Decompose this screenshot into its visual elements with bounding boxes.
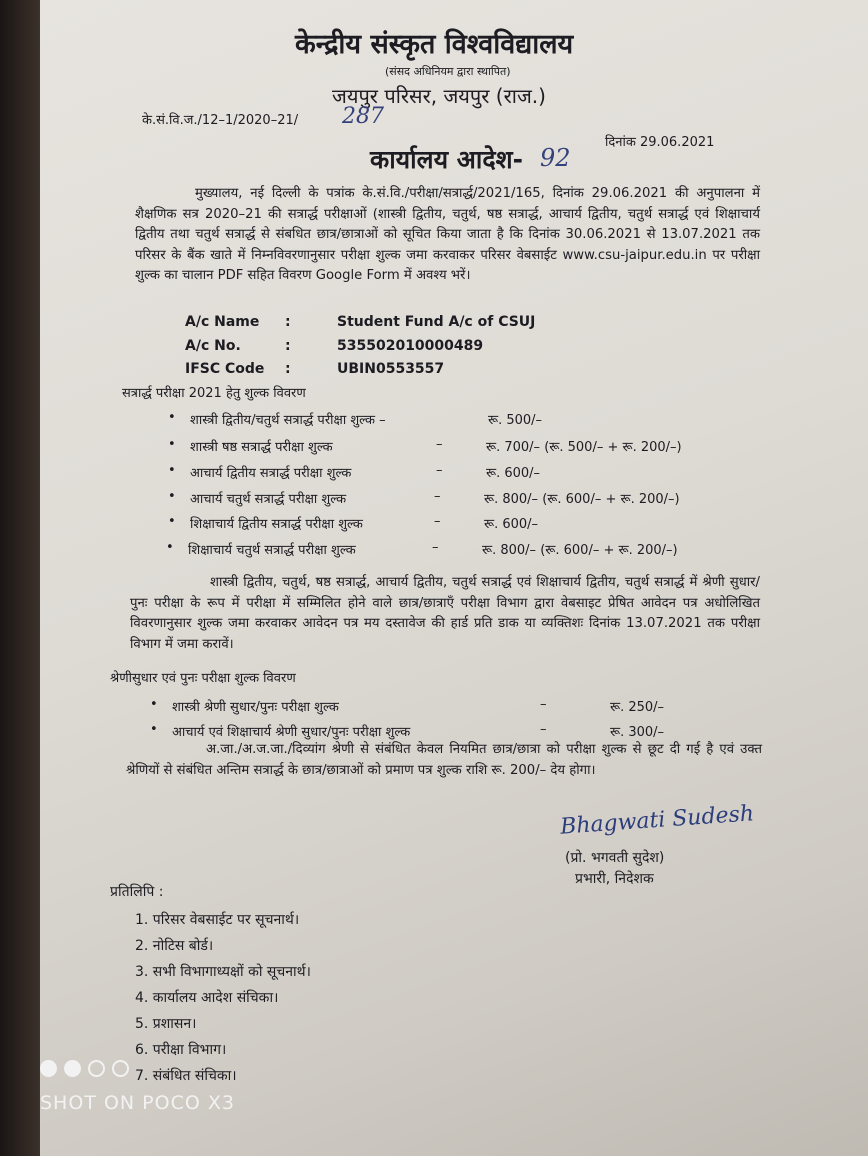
university-name: केन्द्रीय संस्कृत विश्वविद्यालय	[295, 29, 574, 60]
account-value: 535502010000489	[337, 338, 484, 354]
fee-amount: रू. 250/–	[610, 700, 665, 715]
account-key: A/c No.	[185, 338, 241, 354]
fee-dash: –	[436, 437, 443, 452]
signatory-designation: प्रभारी, निदेशक	[575, 871, 654, 887]
watermark-dot-icon	[40, 1060, 57, 1077]
order-date: दिनांक 29.06.2021	[605, 135, 715, 150]
account-key: A/c Name	[185, 314, 260, 330]
fee-amount: रू. 600/–	[486, 466, 541, 481]
bullet: •	[168, 463, 176, 478]
fee-row	[168, 463, 768, 487]
fee-dash: –	[434, 514, 441, 529]
order-title: कार्यालय आदेश-	[370, 145, 524, 174]
bullet: •	[168, 437, 176, 452]
copy-to-item: 3. सभी विभागाध्यक्षों को सूचनार्थ।	[135, 964, 311, 980]
paragraph-improvement: शास्त्री द्वितीय, चतुर्थ, षष्ठ सत्रार्द्ध, आचार्य द्वितीय, चतुर्थ सत्रार्द्ध एवं शिक्षाचार्य द्वितीय, चतुर्थ सत्रार्द्ध में श्रेणी सुधार/पुनः परीक्षा के रूप में परीक्षा में सम्मिलित होने वाले छात्र/छात्राएँ परीक्षा विभाग द्वारा वेबसाइट प्रेषित आवेदन पत्र अधोलिखित विवरणानुसार शुल्क जमा करवाकर आवेदन पत्र मय दस्तावेज की हार्ड प्रति डाक या व्यक्तिशः दिनांक 13.07.2021 तक परीक्षा विभाग में जमा करावें।	[130, 575, 760, 652]
copy-to-item: 4. कार्यालय आदेश संचिका।	[135, 990, 279, 1006]
fee-amount: रू. 600/–	[484, 517, 539, 532]
account-sep: :	[285, 361, 291, 377]
fee-amount: रू. 500/–	[488, 413, 543, 428]
signatory-name: (प्रो. भगवती सुदेश)	[565, 850, 665, 866]
fee-label: शास्त्री द्वितीय/चतुर्थ सत्रार्द्ध परीक्षा शुल्क –	[190, 413, 386, 428]
handwritten-reference-number: 287	[342, 104, 384, 129]
account-value: UBIN0553557	[337, 361, 445, 377]
fee-heading: सत्रार्द्ध परीक्षा 2021 हेतु शुल्क विवरण	[122, 386, 306, 401]
fee-dash: –	[540, 697, 547, 712]
fee-label: शिक्षाचार्य चतुर्थ सत्रार्द्ध परीक्षा शुल्क	[188, 543, 356, 558]
fee-label: आचार्य एवं शिक्षाचार्य श्रेणी सुधार/पुनः परीक्षा शुल्क	[172, 725, 411, 740]
fee-dash: –	[432, 540, 439, 555]
fee-row	[166, 540, 766, 564]
fee-row	[168, 489, 768, 513]
fee-row	[168, 514, 768, 538]
camera-watermark-text: SHOT ON POCO X3	[40, 1092, 235, 1114]
fee-amount: रू. 800/– (रू. 600/– + रू. 200/–)	[484, 492, 680, 507]
watermark-ring-icon	[112, 1060, 129, 1077]
handwritten-order-number: 92	[540, 144, 571, 172]
fee-amount: रू. 800/– (रू. 600/– + रू. 200/–)	[482, 543, 678, 558]
fee-row	[150, 697, 770, 721]
watermark-ring-icon	[88, 1060, 105, 1077]
fee-dash: –	[436, 463, 443, 478]
document-page	[40, 0, 868, 1156]
handwritten-signature: Bhagwati Sudesh	[559, 801, 755, 840]
fee-row	[168, 437, 768, 461]
copy-to-item: 6. परीक्षा विभाग।	[135, 1042, 227, 1058]
copy-to-heading: प्रतिलिपि :	[110, 884, 164, 900]
bullet: •	[168, 410, 176, 425]
bullet: •	[166, 540, 174, 555]
fee-amount: रू. 700/– (रू. 500/– + रू. 200/–)	[486, 440, 682, 455]
fee-amount: रू. 300/–	[610, 725, 665, 740]
fee-label: शिक्षाचार्य द्वितीय सत्रार्द्ध परीक्षा शुल्क	[190, 517, 363, 532]
fee-row	[168, 410, 768, 434]
watermark-dot-icon	[64, 1060, 81, 1077]
account-sep: :	[285, 338, 291, 354]
paragraph-exemption: अ.जा./अ.ज.जा./दिव्यांग श्रेणी से संबंधित केवल नियमित छात्र/छात्रा को परीक्षा शुल्क से छूट दी गई है एवं उक्त श्रेणियों से संबंधित अन्तिम सत्रार्द्ध के छात्र/छात्राओं को प्रमाण पत्र शुल्क राशि रू. 200/– देय होगा।	[126, 742, 762, 778]
campus-name: जयपुर परिसर, जयपुर (राज.)	[332, 84, 546, 108]
copy-to-item: 1. परिसर वेबसाईट पर सूचनार्थ।	[135, 912, 300, 928]
bullet: •	[150, 697, 158, 712]
fee-dash: –	[434, 489, 441, 504]
bullet: •	[150, 722, 158, 737]
copy-to-item: 5. प्रशासन।	[135, 1016, 197, 1032]
fee-label: शास्त्री श्रेणी सुधार/पुनः परीक्षा शुल्क	[172, 700, 339, 715]
bullet: •	[168, 514, 176, 529]
copy-to-item: 7. संबंधित संचिका।	[135, 1068, 237, 1084]
reference-number: के.सं.वि.ज./12–1/2020–21/	[142, 113, 299, 128]
improvement-heading: श्रेणीसुधार एवं पुनः परीक्षा शुल्क विवरण	[110, 671, 296, 686]
copy-to-item: 2. नोटिस बोर्ड।	[135, 938, 214, 954]
bullet: •	[168, 489, 176, 504]
paragraph-notice: मुख्यालय, नई दिल्ली के पत्रांक के.सं.वि./परीक्षा/सत्रार्द्ध/2021/165, दिनांक 29.06.2021 की अनुपालना में शैक्षणिक सत्र 2020–21 की सत्रार्द्ध परीक्षाओं (शास्त्री द्वितीय, चतुर्थ, षष्ठ सत्रार्द्ध, आचार्य द्वितीय, चतुर्थ सत्रार्द्ध एवं शिक्षाचार्य द्वितीय तथा चतुर्थ सत्रार्द्ध से संबधित छात्र/छात्राओं को सूचित किया जाता है कि दिनांक 30.06.2021 से 13.07.2021 तक परिसर के बैंक खाते में निम्नविवरणानुसार परीक्षा शुल्क जमा करवाकर परिसर वेबसाईट www.csu-jaipur.edu.in पर परीक्षा शुल्क का चालान PDF सहित विवरण Google Form में अवश्य भरें।	[135, 186, 760, 283]
account-sep: :	[285, 314, 291, 330]
account-key: IFSC Code	[185, 361, 265, 377]
fee-dash: –	[540, 722, 547, 737]
university-subtitle: (संसद अधिनियम द्वारा स्थापित)	[385, 65, 511, 78]
fee-label: शास्त्री षष्ठ सत्रार्द्ध परीक्षा शुल्क	[190, 440, 333, 455]
camera-watermark-logo	[40, 1060, 136, 1081]
fee-label: आचार्य चतुर्थ सत्रार्द्ध परीक्षा शुल्क	[190, 492, 347, 507]
fee-label: आचार्य द्वितीय सत्रार्द्ध परीक्षा शुल्क	[190, 466, 352, 481]
account-value: Student Fund A/c of CSUJ	[337, 314, 536, 330]
